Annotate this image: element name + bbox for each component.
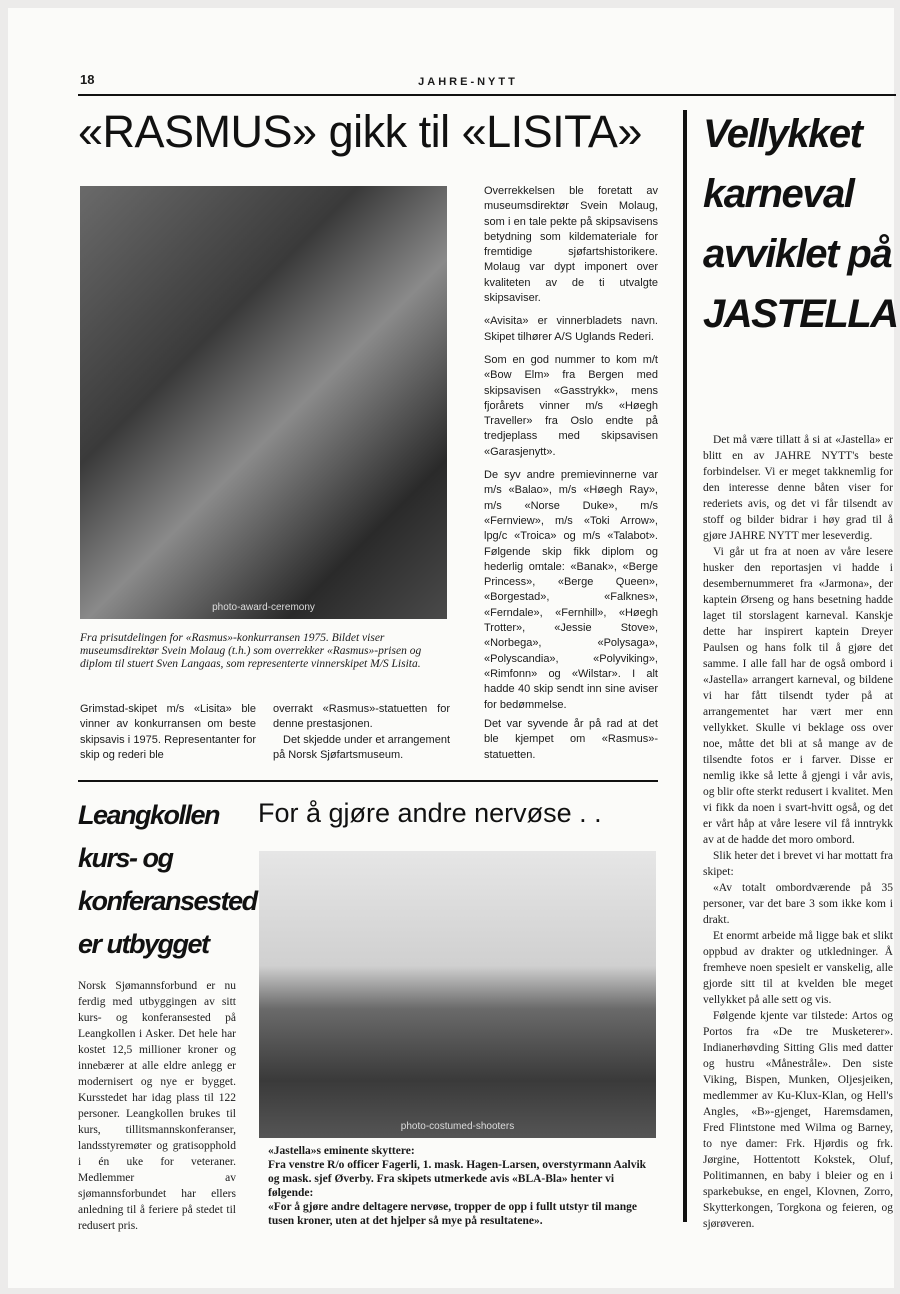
paragraph: Som en god nummer to kom m/t «Bow Elm» fra Bergen med skipsavisen «Gasstrykk», mens fjorårets vinner m/s «Høegh Traveller» fra Oslo endte på tredjeplass med skipsavisen «Garasjenytt».: [484, 353, 658, 458]
paragraph: Et enormt arbeide må ligge bak et slikt oppbud av drakter og utkledninger. Å fremheve noen spesielt er vanskelig, alle gjorde sitt til at kvelden ble meget vellykket på alle sett og vis.: [703, 930, 893, 1006]
paragraph: «Avisita» er vinnerbladets navn. Skipet tilhører A/S Uglands Rederi.: [484, 315, 658, 343]
karneval-headline: Vellykket karneval avviklet på JASTELLA: [703, 112, 898, 336]
column-divider: [683, 110, 687, 1222]
caption-line: «Jastella»s eminente skyttere:: [268, 1145, 415, 1157]
paragraph: Grimstad-skipet m/s «Lisita» ble vinner av konkurransen om beste skipsavis i 1975. Representanter for skip og rederi ble: [80, 703, 256, 761]
costumed-shooters-photo: [259, 851, 656, 1138]
nervose-caption: [268, 1144, 658, 1228]
caption-line: Fra venstre R/o officer Fagerli, 1. mask. Hagen-Larsen, overstyrmann Aalvik og mask. sjef Øverby. Fra skipets utmerkede avis «BLA-Bla» henter vi følgende:: [268, 1159, 647, 1199]
caption-line: «For å gjøre andre deltagere nervøse, tropper de opp i fullt utstyr til mange tusen kroner, uten at det hjelper så mye på resultatene».: [268, 1201, 638, 1227]
paragraph: Slik heter det i brevet vi har mottatt fra skipet:: [703, 850, 893, 878]
nervose-headline: For å gjøre andre nervøse . .: [258, 798, 602, 828]
leangkollen-body: Norsk Sjømannsforbund er nu ferdig med utbyggingen av sitt kurs- og konferansested på Leangkollen i Asker. Det hele har kostet 12,5 millioner kroner og innebærer at alle eldre anlegg er modernisert og nye er bygget. Kursstedet har idag plass til 122 personer. Leangkollen brukes til kurs, tillitsmannskonferanser, landsstyremøter og gratisopphold i én uke for veteraner. Medlemmer av sjømannsforbundet har ellers anledning til å feriere på stedet til redusert pris.: [78, 980, 236, 1232]
paragraph: overrakt «Rasmus»-statuetten for denne prestasjonen.: [273, 703, 450, 731]
paragraph: «Av totalt ombordværende på 35 personer, var det bare 3 som ikke kom i drakt.: [703, 882, 893, 926]
rasmus-photo-caption: Fra prisutdelingen for «Rasmus»-konkurransen 1975. Bildet viser museumsdirektør Svein Molaug (t.h.) som overrekker «Rasmus»-prisen og diplom til stuert Sven Langaas, som representerte vinnerskipet M/S Lisita.: [80, 632, 422, 670]
page-number: 18: [80, 72, 95, 87]
rasmus-column-3: [484, 184, 658, 721]
paragraph: De syv andre premievinnerne var m/s «Balao», m/s «Høegh Ray», m/s «Norse Duke», m/s «Fernview», m/s «Toki Arrow», lpg/c «Troica» og m/s «Talabot». Følgende skip fikk diplom og hederlig omtale: «Banak», «Berge Princess», «Berge Queen», «Borgestad», «Falknes», «Ferndale», «Fernhill», «Høegh Trotter», «Jessie Stove», «Norbega», «Polysaga», «Polyscandia», «Polyviking», «Rimfonn» og «Wilstar». I alt hadde 40 skip sendt inn sine aviser for bedømmelse.: [484, 469, 658, 711]
paragraph: Det skjedde under et arrangement på Norsk Sjøfartsmuseum.: [273, 733, 450, 761]
rasmus-column-1: [80, 702, 256, 771]
paragraph: Følgende kjente var tilstede: Artos og Portos fra «De tre Musketerer». Indianerhøvding Sitting Glis med datter og hustru «Månestråle». Den siste Viking, Bispen, Munken, Oljesjeiken, medlemmer av Ku-Klux-Klan, og Hell's Angles, «B»-gjenget, Haremsdamen, Fred Flintstone med Wilma og Barney, to nye damer: Frk. Hjørdis og frk. Jørgine, Hottentott Kokstek, Oluf, Politimannen, en baby i bleier og en i sparkebukse, en engel, Klovnen, Zorro, Skytterkongen, Torgkona og feieren, og sjørøveren.: [703, 1010, 893, 1230]
newspaper-page: [8, 8, 898, 1288]
header-rule: [78, 94, 896, 96]
section-rule: [78, 780, 658, 782]
paragraph: Det må være tillatt å si at «Jastella» er blitt en av JAHRE NYTT's beste forbindelser. Vi er meget takknemlig for den interesse denne båten viser for rederiets avis, og det vi får tilsendt av stoff og bilder bidrar i høy grad til å gjøre JAHRE NYTT mer leseverdig.: [703, 434, 893, 542]
leangkollen-headline: Leangkollen kurs- og konferansested er utbygget: [78, 800, 257, 959]
karneval-body: [703, 432, 893, 1232]
rasmus-column-3-end: [484, 717, 658, 771]
paragraph: Vi går ut fra at noen av våre lesere husker den reportasjen vi hadde i desembernummeret fra «Jarmona», der kaptein Ørseng og hans besetning hadde laget til storslagent karneval. Kanskje dette har inspirert kaptein Dreyer Paulsen og hans folk til å gjøre det samme. I alle fall har de også ombord i «Jastella» arrangert karneval, og bildene vi har fått tilsendt tyder på at arrangementet har vært mer enn vellykket. Skulle vi beklage oss over noe, måtte det bli at så mange av de tilsendte fotos er i farver. Disse er nemlig ikke så lette å gjengi i vår avis, og blir ofte sterkt redusert i kvalitet. Men vi fikk da noen i svart-hvitt også, og det er vårt håp at våre lesere vil få inntrykk av at de hadde det moro ombord.: [703, 546, 893, 846]
rasmus-column-2: [273, 702, 450, 771]
rasmus-headline: «RASMUS» gikk til «LISITA»: [78, 106, 642, 157]
magazine-title: JAHRE-NYTT: [418, 76, 518, 88]
photo-label: photo-award-ceremony: [212, 602, 315, 613]
paragraph: Det var syvende år på rad at det ble kjempet om «Rasmus»-statuetten.: [484, 718, 658, 761]
photo-label: photo-costumed-shooters: [400, 1121, 515, 1132]
award-ceremony-photo: [80, 186, 447, 619]
paragraph: Overrekkelsen ble foretatt av museumsdirektør Svein Molaug, som i en tale pekte på skipsavisens betydning som kildemateriale for fremtidige sjøfartshistorikere. Molaug var dypt imponert over kvaliteten av de ti utvalgte skipsaviser.: [484, 185, 658, 305]
